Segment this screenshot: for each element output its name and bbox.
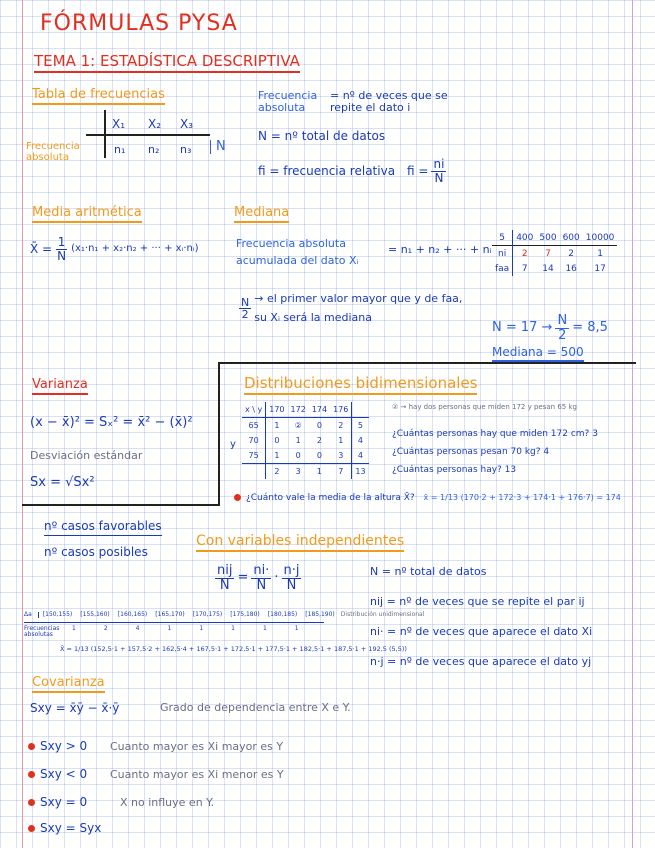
- indep-dot: ·: [274, 570, 279, 586]
- tabla-frecuencias-heading: Tabla de frecuencias: [32, 88, 165, 105]
- bidim-table: [242, 402, 369, 479]
- intervals-cells: [38, 612, 335, 618]
- bullet-icon: [28, 799, 35, 806]
- interval-cell: [170,175): [192, 611, 223, 618]
- interval-cell: [160,165): [117, 611, 148, 618]
- indep-def3: ni· = nº de veces que aparece el dato Xi: [370, 625, 593, 638]
- intervals-row: [24, 612, 424, 618]
- bt-corner: x \ y: [242, 402, 266, 418]
- freq-value: 2: [103, 625, 108, 632]
- cov-case-0: [28, 740, 283, 753]
- covarianza-desc: Grado de dependencia entre X e Y.: [160, 701, 351, 714]
- bt-r0-v2: 0: [316, 421, 322, 430]
- cov-case-3: [28, 822, 101, 835]
- desv-label: Desviación estándar: [30, 449, 143, 462]
- bidim-q3: ¿Cuántas personas hay? 13: [392, 465, 517, 475]
- fa-def: = nº de veces que se repite el dato i: [330, 89, 448, 114]
- mt-faa0: 7: [521, 263, 528, 274]
- example-half-den: 2: [558, 327, 567, 343]
- cov-case-1: [28, 768, 284, 781]
- indep-f1-den: N: [219, 577, 230, 593]
- interval-cell: [155,160): [80, 611, 110, 618]
- cov-case-2: [28, 796, 214, 809]
- mt-h2: 500: [539, 232, 557, 243]
- varianza-formula: (x − x̄)² = Sₓ² = x̄² − (x̄)²: [30, 415, 193, 430]
- bidim-media-q: ¿Cuánto vale la media de la altura X̄?: [246, 493, 415, 503]
- tabla-col-x2: X₂: [148, 117, 162, 131]
- freq-value: 1: [199, 625, 204, 632]
- indep-def4: n·j = nº de veces que aparece el dato yj: [370, 655, 592, 668]
- fa-label: Frecuencia absoluta: [258, 89, 318, 114]
- indep-eq: =: [237, 570, 249, 586]
- casos-den: nº casos posibles: [44, 544, 148, 559]
- tabla-horizontal-rule: [86, 134, 210, 136]
- freq-value: 1: [167, 625, 172, 632]
- bt-r2-v1: 0: [288, 448, 309, 464]
- indep-heading: Con variables independientes: [196, 534, 404, 552]
- tabla-val-n2: n₂: [148, 143, 160, 156]
- cov-case-cond: Sxy = Syx: [40, 821, 102, 835]
- example-half-num: N: [557, 313, 568, 328]
- bidim-q2: ¿Cuántas personas pesan 70 kg? 4: [392, 447, 550, 457]
- mt-faa2: 16: [565, 263, 577, 274]
- cov-case-desc: X no influye en Y.: [120, 796, 215, 809]
- interval-cell: [150,155): [42, 611, 73, 618]
- indep-f3-num: n·j: [283, 563, 300, 578]
- indep-def1: N = nº total de datos: [370, 565, 487, 578]
- bt-r2-v3: 3: [330, 448, 352, 464]
- tabla-total-N: N: [210, 140, 226, 154]
- mt-h1: 400: [516, 232, 534, 243]
- bt-r0-v0: 1: [274, 421, 280, 430]
- bullet-icon: [28, 825, 35, 832]
- bt-cs1: 3: [295, 467, 301, 476]
- bt-cs0: 2: [274, 467, 280, 476]
- indep-f2-den: N: [256, 577, 267, 593]
- bt-r2-y: 75: [242, 448, 266, 464]
- fi-def-row: [258, 158, 449, 184]
- faa-def: = n₁ + n₂ + ··· + nᵢ: [388, 243, 492, 256]
- mt-ni0: 2: [513, 246, 537, 262]
- bt-r2-sum: 4: [352, 448, 369, 464]
- tabla-row-label: Frecuencia absoluta: [26, 141, 80, 163]
- media-den: N: [57, 248, 67, 263]
- mt-faa-label: faa: [492, 261, 513, 276]
- interval-cell: [180,185): [267, 611, 298, 618]
- freq-value: 1: [294, 625, 299, 632]
- tabla-val-n3: n₃: [180, 143, 192, 156]
- bidim-media-ans: x̄ = 1/13 (170·2 + 172·3 + 174·1 + 176·7) = 174: [423, 493, 621, 502]
- indep-def2: nij = nº de veces que se repite el par ij: [370, 595, 585, 608]
- section-divider-vertical: [218, 362, 220, 506]
- bullet-icon: [234, 494, 241, 501]
- N-def: N = nº total de datos: [258, 129, 386, 143]
- freq-value: 1: [262, 625, 267, 632]
- mt-ni2: 2: [560, 246, 583, 262]
- bt-r1-v2: 2: [316, 436, 322, 445]
- bidim-heading: Distribuciones bidimensionales: [244, 376, 477, 395]
- mt-h3: 600: [562, 232, 580, 243]
- mt-faa3: 17: [594, 263, 606, 274]
- bt-cs2: 1: [316, 467, 322, 476]
- mt-ni3: 1: [583, 246, 618, 262]
- bt-h1: 172: [288, 402, 309, 418]
- media-rhs: (x₁·n₁ + x₂·n₂ + ··· + xᵢ·nᵢ): [71, 242, 199, 254]
- covarianza-heading: Covarianza: [32, 676, 105, 693]
- bt-r1-v0: 0: [274, 436, 280, 445]
- bt-h2: 174: [309, 402, 330, 418]
- faa-label: Frecuencia absoluta acumulada del dato Xᵢ: [236, 237, 359, 267]
- cov-case-desc: Cuanto mayor es Xi mayor es Y: [110, 740, 284, 753]
- bt-r1-v1: 1: [295, 436, 301, 445]
- section-divider-top: [218, 362, 636, 364]
- bidim-y-label: y: [230, 439, 236, 450]
- freqs-label: Frecuencias absolutas: [24, 625, 60, 639]
- right-margin-line: [632, 0, 633, 848]
- mt-ni-label: ni: [492, 246, 513, 262]
- tabla-col-x1: X₁: [112, 117, 126, 131]
- mediana-heading: Mediana: [234, 206, 289, 223]
- rule-num: N: [241, 295, 250, 309]
- bt-r2-v2: 0: [309, 448, 330, 464]
- rule-text: → el primer valor mayor que y de faa, su Xᵢ será la mediana: [254, 292, 463, 324]
- bt-r1-sum: 4: [357, 436, 364, 445]
- bidim-media: [234, 494, 621, 503]
- indep-f2-num: ni·: [253, 563, 270, 578]
- bt-cs3: 7: [330, 464, 352, 480]
- covarianza-formula: Sxy = x̄ȳ − x̄·ȳ: [30, 701, 120, 715]
- interval-cell: [165,170): [155, 611, 185, 618]
- example-N: N = 17 →: [492, 320, 553, 336]
- interval-cell: [185,190): [305, 611, 335, 618]
- casos-fraction: [44, 520, 162, 558]
- indep-f1-num: nij: [217, 563, 233, 578]
- desv-formula: Sx = √Sx²: [30, 475, 95, 490]
- bt-r0-v3: 2: [330, 418, 352, 434]
- mt-h4: 10000: [585, 232, 615, 243]
- bt-r1-y: 70: [242, 433, 266, 448]
- intervals-rule: [24, 622, 324, 623]
- bt-h3: 176: [330, 402, 352, 418]
- bt-r0-sum: 5: [357, 421, 364, 430]
- bidim-q1: ¿Cuántas personas hay que miden 172 cm? 3: [392, 429, 598, 439]
- bt-r2-v0: 1: [266, 448, 288, 464]
- section-divider-bottom: [22, 504, 220, 506]
- media-num: 1: [57, 235, 66, 249]
- freq-value: 1: [72, 625, 76, 632]
- media-heading: Media aritmética: [32, 206, 142, 223]
- margin-line: [22, 0, 23, 848]
- varianza-heading: Varianza: [32, 378, 88, 395]
- bidim-note: ② → hay dos personas que miden 172 y pesan 65 kg: [392, 403, 577, 411]
- mediana-example: [492, 314, 608, 342]
- tabla-val-n1: n₁: [114, 143, 126, 156]
- tema-heading: TEMA 1: ESTADÍSTICA DESCRIPTIVA: [34, 54, 300, 73]
- tabla-col-x3: X₃: [180, 117, 194, 131]
- mediana-table: [492, 230, 617, 276]
- mt-ni1: 7: [536, 246, 559, 262]
- casos-num: nº casos favorables: [44, 520, 162, 536]
- fi-lhs: fi =: [407, 163, 429, 178]
- freqs-values: [54, 626, 299, 639]
- rule-den: 2: [241, 308, 249, 322]
- bt-total: 13: [355, 467, 366, 476]
- intervals-note: Distribución unidimensional: [340, 611, 425, 618]
- fi-den: N: [434, 170, 444, 185]
- mt-faa1: 14: [542, 263, 554, 274]
- mt-h0: 5: [492, 230, 513, 246]
- cov-case-cond: Sxy < 0: [40, 767, 88, 781]
- bt-h0: 170: [266, 402, 288, 418]
- example-result: Mediana = 500: [492, 346, 584, 362]
- indep-f3-den: N: [286, 577, 297, 593]
- freqs-row: [24, 626, 299, 639]
- indep-formula: [212, 564, 304, 592]
- fi-num: ni: [433, 157, 445, 171]
- media-formula: [30, 236, 199, 262]
- intervals-label: Δa: [24, 611, 32, 618]
- bt-r0-y: 65: [242, 418, 266, 434]
- bt-r1-v3: 1: [330, 433, 352, 448]
- media-lhs: X̄ =: [30, 241, 53, 256]
- bt-r0-v1: ②: [294, 421, 302, 430]
- cov-case-cond: Sxy = 0: [40, 795, 88, 809]
- bullet-icon: [28, 743, 35, 750]
- cov-case-cond: Sxy > 0: [40, 739, 88, 753]
- page-title: FÓRMULAS PYSA: [40, 11, 238, 36]
- fi-def: fi = frecuencia relativa: [258, 163, 396, 178]
- example-half-val: = 8,5: [572, 320, 608, 336]
- cov-case-desc: Cuanto mayor es Xi menor es Y: [110, 768, 284, 781]
- freq-value: 4: [135, 625, 140, 632]
- freq-value: 1: [231, 625, 235, 632]
- mediana-rule: [236, 290, 474, 327]
- bullet-icon: [28, 771, 35, 778]
- interval-cell: [175,180): [230, 611, 260, 618]
- intervals-formula: X̄ = 1/13 (152,5·1 + 157,5·2 + 162,5·4 + 167,5·1 + 172,5·1 + 177,5·1 + 182,5·1 + 187,5·1 + 192,5 (5,5)): [60, 645, 407, 653]
